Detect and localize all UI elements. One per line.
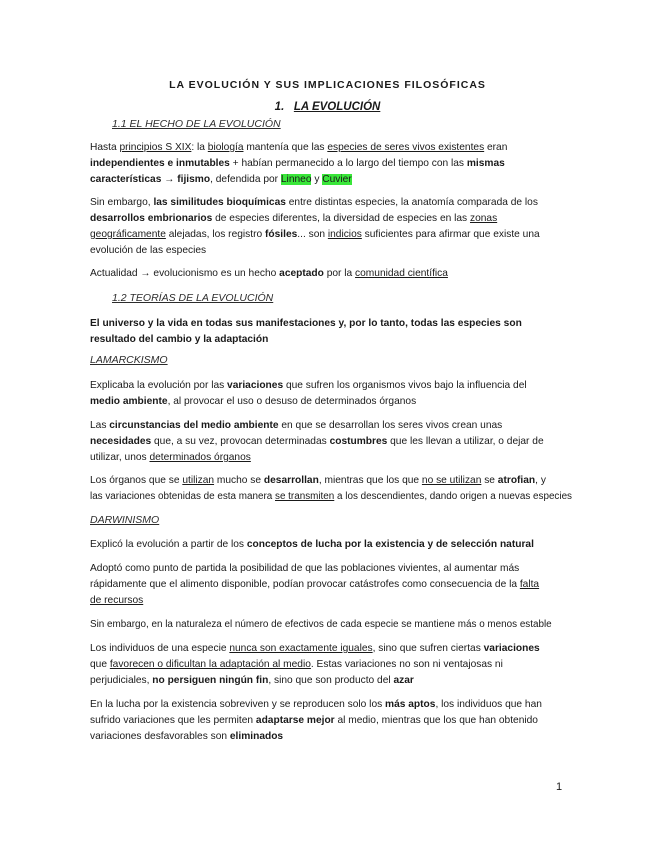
paragraph-fijismo: Hasta principios S XIX: la biología mantenía que las especies de seres vivos existentes eran independientes e inmutables + habían permanecido a lo largo del tiempo con las mismas características → fijismo, defendida por Linneo y Cuvier bbox=[90, 142, 508, 185]
paragraph-organos: Los órganos que se utilizan mucho se desarrollan, mientras que los que no se utilizan se atrofian, y las variaciones obtenidas de esta manera se transmiten a los descendientes, dando origen a nuevas especies bbox=[90, 475, 572, 502]
paragraph-poblaciones: Adoptó como punto de partida la posibilidad de que las poblaciones vivientes, al aumentar más rápidamente que el alimento disponible, podían provocar catástrofes como consecuencia de la falta de recursos bbox=[90, 563, 540, 606]
heading-darwinismo: DARWINISMO bbox=[90, 514, 160, 526]
paragraph-estable: Sin embargo, en la naturaleza el número de efectivos de cada especie se mantiene más o menos estable bbox=[90, 619, 552, 630]
paragraph-evidencias: Sin embargo, las similitudes bioquímicas entre distintas especies, la anatomía comparada de los desarrollos embrionarios de especies diferentes, la diversidad de especies en las zonas geográficamente alejadas, los registro fósiles... son indicios suficientes para afirmar que existe una evolución de las especies bbox=[90, 197, 540, 256]
document-title: LA EVOLUCIÓN Y SUS IMPLICACIONES FILOSÓFICAS bbox=[169, 79, 486, 91]
subsection-title: 1.2 TEORÍAS DE LA EVOLUCIÓN bbox=[112, 292, 274, 304]
subsection-heading-hecho bbox=[112, 118, 281, 130]
section-number: 1. bbox=[274, 101, 285, 113]
paragraph-circunstancias: Las circunstancias del medio ambiente en que se desarrollan los seres vivos crean unas necesidades que, a su vez, provocan determinadas costumbres que les llevan a utilizar, o dejar de utilizar, unos determinados órganos bbox=[90, 420, 544, 463]
paragraph-actualidad: Actualidad → evolucionismo es un hecho aceptado por la comunidad científica bbox=[90, 268, 448, 279]
subsection-title: 1.1 EL HECHO DE LA EVOLUCIÓN bbox=[112, 118, 281, 130]
paragraph-variaciones: Explicaba la evolución por las variaciones que sufren los organismos vivos bajo la influencia del medio ambiente, al provocar el uso o desuso de determinados órganos bbox=[90, 380, 527, 407]
paragraph-universo: El universo y la vida en todas sus manifestaciones y, por lo tanto, todas las especies son resultado del cambio y la adaptación bbox=[90, 318, 522, 345]
page-number: 1 bbox=[556, 781, 563, 793]
section-heading-evolucion bbox=[0, 101, 655, 113]
section-title: LA EVOLUCIÓN bbox=[293, 101, 381, 113]
paragraph-darwin-conceptos: Explicó la evolución a partir de los conceptos de lucha por la existencia y de selección natural bbox=[90, 539, 534, 550]
highlight-linneo: Linneo bbox=[280, 174, 312, 185]
paragraph-mas-aptos: En la lucha por la existencia sobreviven y se reproducen solo los más aptos, los individuos que han sufrido variaciones que les permiten adaptarse mejor al medio, mientras que los que han obtenido variaciones desfavorables son eliminados bbox=[90, 699, 542, 742]
highlight-cuvier: Cuvier bbox=[322, 174, 352, 185]
heading-lamarckismo: LAMARCKISMO bbox=[90, 354, 168, 366]
paragraph-individuos: Los individuos de una especie nunca son exactamente iguales, sino que sufren ciertas variaciones que favorecen o dificultan la adaptación al medio. Estas variaciones no son ni ventajosas ni perjudiciales, no persiguen ningún fin, sino que son producto del azar bbox=[90, 643, 540, 686]
subsection-heading-teorias bbox=[112, 292, 273, 304]
